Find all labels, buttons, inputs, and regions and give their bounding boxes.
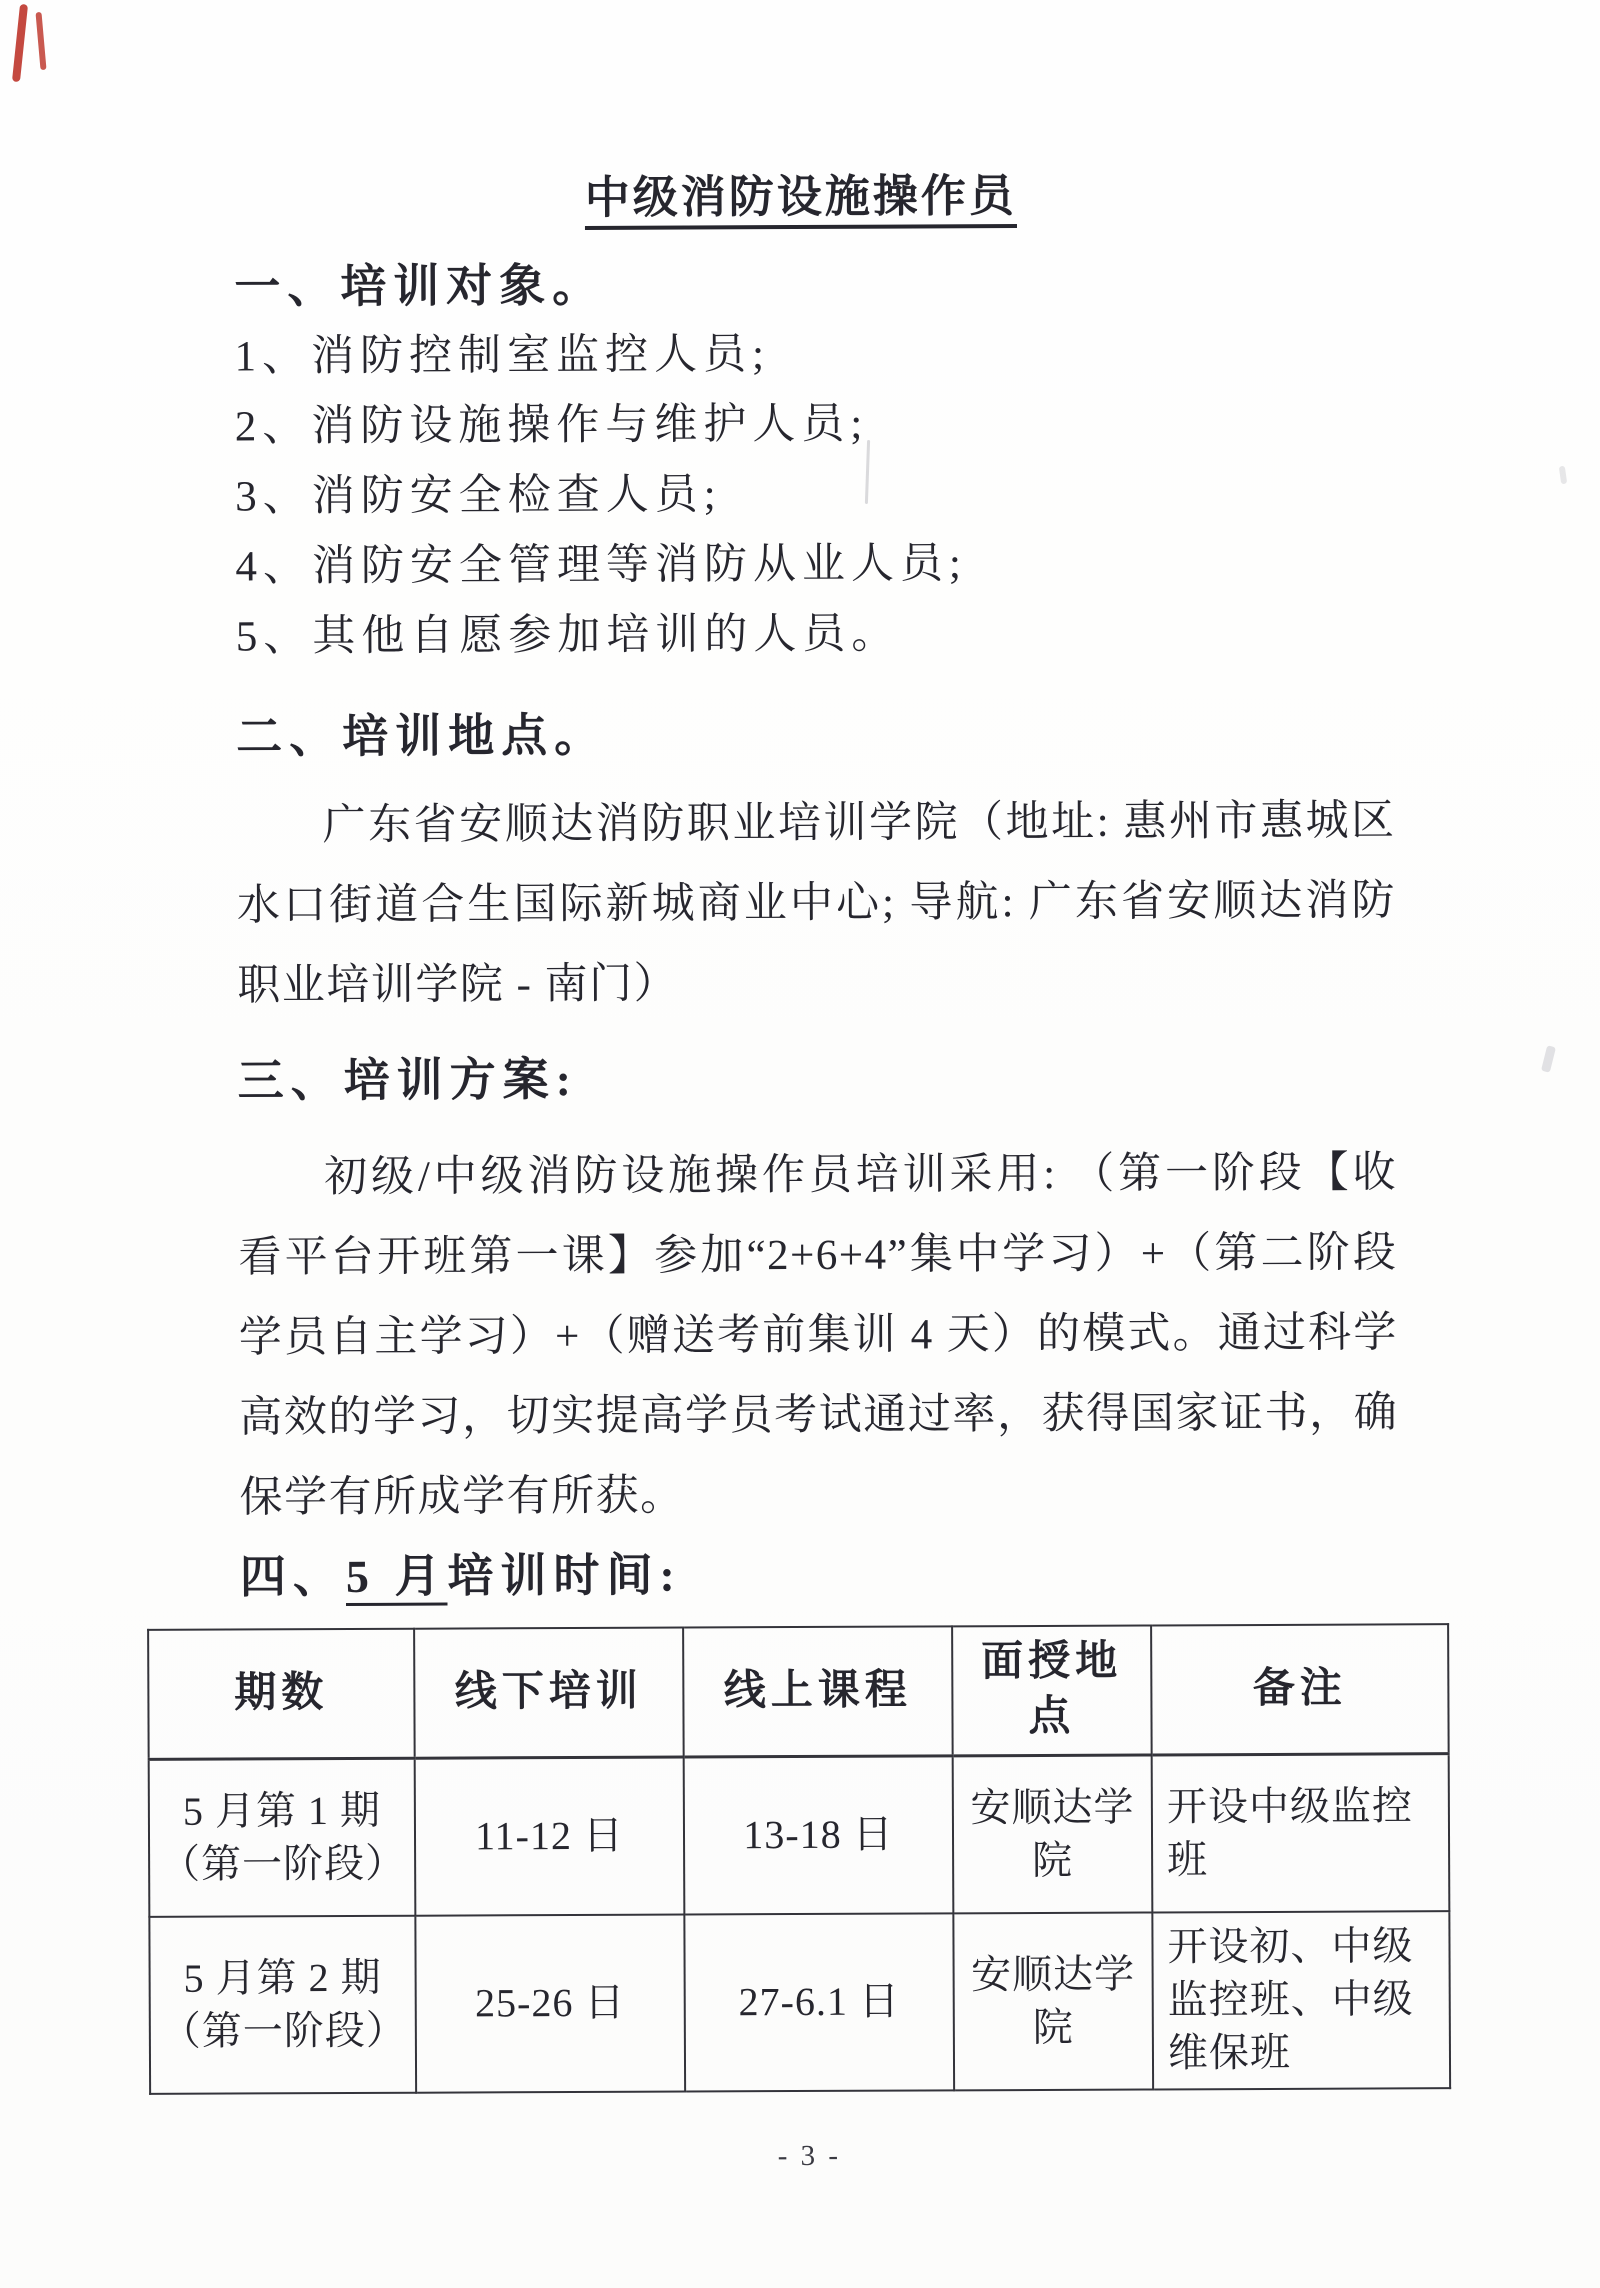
cell-online-dates: 27-6.1 日 bbox=[684, 1914, 954, 2092]
page-title bbox=[0, 0, 1600, 229]
paragraph-line: 高效的学习，切实提高学员考试通过率，获得国家证书，确 bbox=[239, 1389, 1399, 1442]
table-header-row bbox=[148, 1624, 1449, 1759]
table-row bbox=[149, 1754, 1450, 1918]
list-item: 3、消防安全检查人员; bbox=[235, 471, 722, 521]
header-cell-online: 线上课程 bbox=[683, 1626, 953, 1757]
page-number: - 3 - bbox=[777, 2139, 842, 2172]
paragraph-line: 职业培训学院 - 南门） bbox=[237, 960, 679, 1010]
header-cell-period: 期数 bbox=[148, 1629, 415, 1760]
section-heading-location: 二、培训地点。 bbox=[236, 709, 608, 763]
header-cell-location: 面授地点 bbox=[952, 1625, 1152, 1755]
paragraph-line: 保学有所成学有所获。 bbox=[239, 1472, 685, 1522]
cell-period: 5 月第 2 期（第一阶段） bbox=[149, 1916, 416, 2094]
cell-location: 安顺达学院 bbox=[953, 1755, 1153, 1914]
paragraph-line: 广东省安顺达消防职业培训学院（地址: 惠州市惠城区 bbox=[322, 797, 1396, 850]
cell-offline-dates: 25-26 日 bbox=[415, 1915, 685, 2093]
header-cell-offline: 线下培训 bbox=[414, 1628, 684, 1759]
plan-paragraph bbox=[238, 1133, 1399, 1538]
cell-period: 5 月第 1 期（第一阶段） bbox=[149, 1758, 416, 1917]
location-paragraph bbox=[236, 781, 1396, 1026]
list-item: 2、消防设施操作与维护人员; bbox=[234, 400, 869, 451]
schedule-heading-prefix: 四、 bbox=[239, 1550, 346, 1603]
paragraph-line: 水口街道合生国际新城商业中心; 导航: 广东省安顺达消防 bbox=[236, 877, 1397, 930]
section-heading-plan: 三、培训方案: bbox=[237, 1053, 579, 1107]
header-cell-note: 备注 bbox=[1151, 1624, 1449, 1755]
section-heading-targets: 一、培训对象。 bbox=[234, 259, 606, 313]
targets-list bbox=[234, 317, 1600, 673]
cell-location: 安顺达学院 bbox=[953, 1913, 1153, 2090]
cell-note: 开设中级监控班 bbox=[1152, 1754, 1450, 1913]
page-title-text: 中级消防设施操作员 bbox=[584, 171, 1017, 223]
paragraph-line: 初级/中级消防设施操作员培训采用: （第一阶段【收 bbox=[324, 1149, 1398, 1202]
paragraph-line: 看平台开班第一课】参加“2+6+4”集中学习）+（第二阶段 bbox=[238, 1229, 1398, 1282]
schedule-heading-suffix: 培训时间: bbox=[447, 1549, 682, 1602]
cell-online-dates: 13-18 日 bbox=[684, 1756, 954, 1915]
schedule-table bbox=[147, 1623, 1451, 2094]
list-item: 5、其他自愿参加培训的人员。 bbox=[235, 610, 901, 661]
list-item: 4、消防安全管理等消防从业人员; bbox=[235, 540, 968, 591]
cell-note: 开设初、中级监控班、中级维保班 bbox=[1152, 1912, 1450, 2090]
cell-offline-dates: 11-12 日 bbox=[415, 1757, 685, 1916]
section-heading-schedule bbox=[240, 1542, 1600, 1606]
paragraph-line: 学员自主学习）+（赠送考前集训 4 天）的模式。通过科学 bbox=[238, 1309, 1398, 1362]
schedule-heading-month: 5 月 bbox=[345, 1550, 448, 1602]
list-item: 1、消防控制室监控人员; bbox=[234, 331, 771, 381]
table-row bbox=[149, 1912, 1450, 2094]
